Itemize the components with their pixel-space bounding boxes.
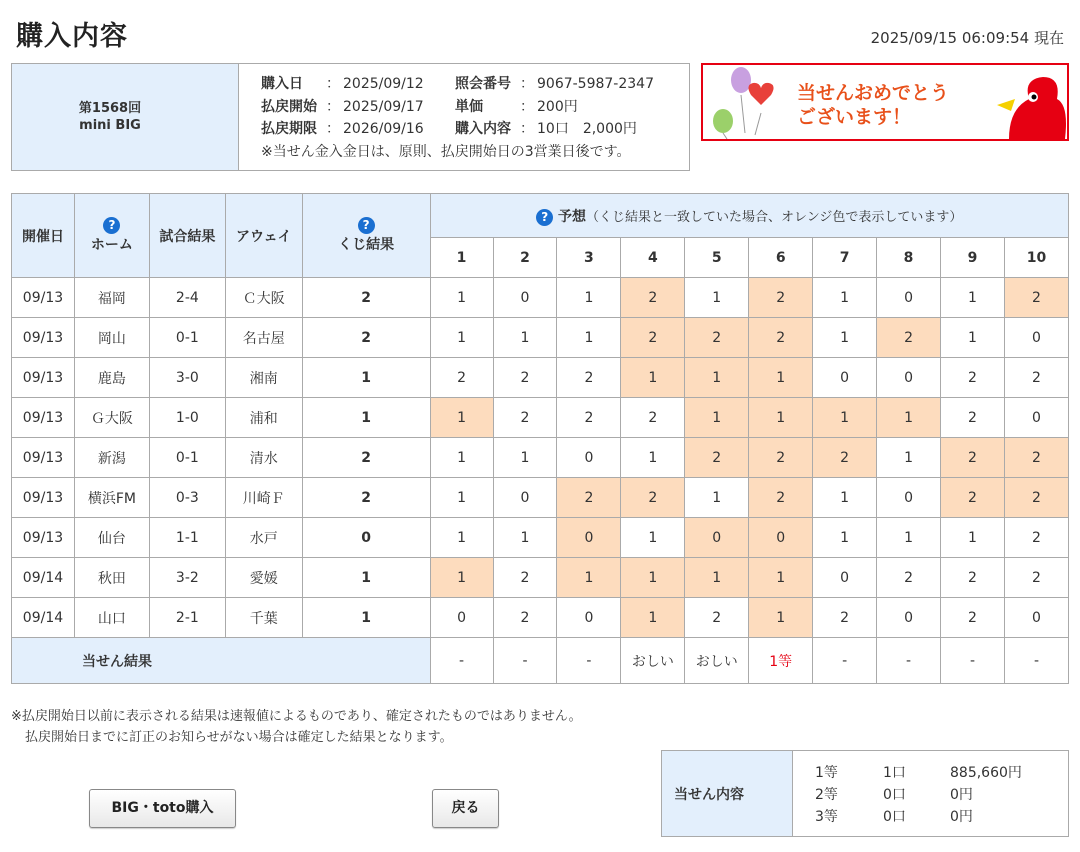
kuji-result: 1 bbox=[302, 398, 430, 438]
winning-result-cell: - bbox=[813, 638, 877, 684]
winning-result-cell: 1等 bbox=[749, 638, 813, 684]
payout-deadline-label: 払戻期限 bbox=[261, 121, 317, 137]
purchase-details bbox=[239, 64, 689, 170]
prediction-cell: 0 bbox=[493, 478, 557, 518]
home-header bbox=[74, 194, 149, 278]
away-team: 湘南 bbox=[225, 358, 302, 398]
home-team: 横浜FM bbox=[74, 478, 149, 518]
prediction-cell: 1 bbox=[877, 398, 941, 438]
prediction-cell: 1 bbox=[493, 318, 557, 358]
away-team: 水戸 bbox=[225, 518, 302, 558]
prediction-cell: 1 bbox=[430, 558, 493, 598]
prediction-col-6: 6 bbox=[749, 238, 813, 278]
winning-result-cell: - bbox=[557, 638, 621, 684]
match-date: 09/13 bbox=[12, 398, 75, 438]
prediction-cell: 2 bbox=[1004, 558, 1068, 598]
deposit-note: ※当せん金入金日は、原則、払戻開始日の3営業日後です。 bbox=[261, 143, 631, 160]
prize-summary bbox=[661, 750, 1069, 837]
page-title: 購入内容 bbox=[16, 21, 128, 52]
prediction-cell: 2 bbox=[941, 438, 1005, 478]
table-row bbox=[12, 278, 1069, 318]
winning-result-cell: - bbox=[941, 638, 1005, 684]
prediction-cell: 1 bbox=[430, 478, 493, 518]
match-score: 2-4 bbox=[149, 278, 225, 318]
prediction-cell: 1 bbox=[557, 278, 621, 318]
prediction-col-4: 4 bbox=[621, 238, 685, 278]
kuji-header bbox=[302, 194, 430, 278]
winning-result-cell: - bbox=[430, 638, 493, 684]
prediction-cell: 1 bbox=[430, 278, 493, 318]
kuji-result: 0 bbox=[302, 518, 430, 558]
purchase-content-label: 購入内容 bbox=[455, 121, 511, 137]
away-team: 愛媛 bbox=[225, 558, 302, 598]
prediction-cell: 0 bbox=[430, 598, 493, 638]
prediction-cell: 1 bbox=[941, 278, 1005, 318]
prediction-cell: 1 bbox=[877, 438, 941, 478]
winning-result-cell: - bbox=[877, 638, 941, 684]
date-header: 開催日 bbox=[12, 194, 75, 278]
prediction-cell: 1 bbox=[813, 278, 877, 318]
winning-result-cell: - bbox=[493, 638, 557, 684]
prize-amount: 0円 bbox=[950, 787, 973, 803]
table-row bbox=[12, 478, 1069, 518]
prize-row bbox=[815, 784, 1068, 806]
prize-rank: 1等 bbox=[815, 765, 838, 781]
match-date: 09/13 bbox=[12, 438, 75, 478]
prediction-cell: 1 bbox=[493, 518, 557, 558]
winning-result-cell: おしい bbox=[621, 638, 685, 684]
colon: ： bbox=[520, 98, 534, 115]
prediction-cell: 0 bbox=[1004, 318, 1068, 358]
prediction-cell: 2 bbox=[1004, 438, 1068, 478]
prediction-cell: 1 bbox=[749, 558, 813, 598]
prediction-cell: 0 bbox=[877, 598, 941, 638]
colon: ： bbox=[326, 121, 340, 137]
prediction-cell: 2 bbox=[557, 358, 621, 398]
prediction-cell: 1 bbox=[813, 478, 877, 518]
match-date: 09/14 bbox=[12, 598, 75, 638]
prediction-cell: 2 bbox=[941, 398, 1005, 438]
table-row bbox=[12, 318, 1069, 358]
prediction-header-note: （くじ結果と一致していた場合、オレンジ色で表示しています） bbox=[586, 209, 963, 225]
prediction-cell: 2 bbox=[685, 318, 749, 358]
prize-rank: 2等 bbox=[815, 787, 838, 803]
prediction-cell: 1 bbox=[941, 318, 1005, 358]
prediction-cell: 1 bbox=[685, 358, 749, 398]
prize-row bbox=[815, 762, 1068, 784]
prediction-cell: 0 bbox=[557, 598, 621, 638]
prediction-cell: 0 bbox=[813, 358, 877, 398]
congrats-text bbox=[797, 81, 949, 129]
prediction-col-10: 10 bbox=[1004, 238, 1068, 278]
prediction-col-1: 1 bbox=[430, 238, 493, 278]
prediction-cell: 2 bbox=[1004, 278, 1068, 318]
prediction-cell: 1 bbox=[430, 398, 493, 438]
home-header-label: ホーム bbox=[90, 237, 133, 253]
colon: ： bbox=[520, 121, 534, 137]
match-score: 0-1 bbox=[149, 438, 225, 478]
prediction-cell: 2 bbox=[749, 478, 813, 518]
timestamp: 2025/09/15 06:09:54 現在 bbox=[870, 29, 1064, 47]
prediction-cell: 2 bbox=[941, 558, 1005, 598]
congrats-line2: ございます！ bbox=[797, 106, 912, 128]
round-info bbox=[12, 64, 239, 170]
prize-count: 0口 bbox=[883, 787, 906, 803]
prediction-cell: 2 bbox=[749, 318, 813, 358]
match-score: 2-1 bbox=[149, 598, 225, 638]
payout-start-value: 2025/09/17 bbox=[343, 98, 424, 115]
prediction-cell: 2 bbox=[1004, 358, 1068, 398]
prediction-cell: 2 bbox=[493, 398, 557, 438]
info-row bbox=[261, 96, 689, 119]
prediction-cell: 0 bbox=[1004, 398, 1068, 438]
match-score: 0-3 bbox=[149, 478, 225, 518]
home-team: 新潟 bbox=[74, 438, 149, 478]
help-icon[interactable]: ? bbox=[536, 209, 553, 226]
ref-number-label: 照会番号 bbox=[455, 76, 511, 92]
prediction-col-3: 3 bbox=[557, 238, 621, 278]
winning-result-cell: - bbox=[1004, 638, 1068, 684]
prediction-cell: 2 bbox=[813, 598, 877, 638]
kuji-result: 2 bbox=[302, 478, 430, 518]
table-row bbox=[12, 598, 1069, 638]
prediction-cell: 2 bbox=[685, 438, 749, 478]
prediction-cell: 1 bbox=[749, 358, 813, 398]
prediction-cell: 0 bbox=[813, 558, 877, 598]
home-team: 山口 bbox=[74, 598, 149, 638]
footnote-line2: 払戻開始日までに訂正のお知らせがない場合は確定した結果となります。 bbox=[25, 730, 453, 745]
prediction-cell: 2 bbox=[557, 398, 621, 438]
match-date: 09/13 bbox=[12, 518, 75, 558]
prediction-cell: 0 bbox=[557, 438, 621, 478]
prediction-cell: 2 bbox=[621, 398, 685, 438]
prediction-cell: 0 bbox=[1004, 598, 1068, 638]
table-row bbox=[12, 438, 1069, 478]
table-row bbox=[12, 358, 1069, 398]
prediction-cell: 1 bbox=[621, 438, 685, 478]
prediction-cell: 1 bbox=[941, 518, 1005, 558]
prediction-cell: 0 bbox=[749, 518, 813, 558]
kuji-result: 2 bbox=[302, 318, 430, 358]
home-team: 岡山 bbox=[74, 318, 149, 358]
kuji-header-label: くじ結果 bbox=[338, 237, 395, 253]
match-score: 1-1 bbox=[149, 518, 225, 558]
match-score: 3-2 bbox=[149, 558, 225, 598]
prediction-cell: 2 bbox=[1004, 478, 1068, 518]
prediction-cell: 2 bbox=[749, 438, 813, 478]
prize-count: 1口 bbox=[883, 765, 906, 781]
prediction-cell: 1 bbox=[685, 278, 749, 318]
home-team: 秋田 bbox=[74, 558, 149, 598]
prediction-cell: 1 bbox=[621, 518, 685, 558]
prediction-cell: 1 bbox=[685, 558, 749, 598]
prediction-col-8: 8 bbox=[877, 238, 941, 278]
kuji-result: 1 bbox=[302, 598, 430, 638]
prize-amount: 885,660円 bbox=[950, 765, 1022, 781]
match-date: 09/13 bbox=[12, 478, 75, 518]
back-button[interactable]: 戻る bbox=[432, 789, 499, 828]
prediction-cell: 2 bbox=[430, 358, 493, 398]
prediction-cell: 1 bbox=[621, 598, 685, 638]
prediction-cell: 1 bbox=[557, 558, 621, 598]
kuji-result: 1 bbox=[302, 558, 430, 598]
match-date: 09/13 bbox=[12, 278, 75, 318]
prediction-cell: 2 bbox=[1004, 518, 1068, 558]
prediction-col-2: 2 bbox=[493, 238, 557, 278]
buy-big-toto-button[interactable]: BIG・toto購入 bbox=[89, 789, 236, 828]
match-score: 0-1 bbox=[149, 318, 225, 358]
prediction-cell: 0 bbox=[877, 478, 941, 518]
info-row bbox=[261, 73, 689, 96]
purchase-date-label: 購入日 bbox=[261, 76, 303, 92]
unit-price-value: 200円 bbox=[537, 98, 578, 115]
away-team: 浦和 bbox=[225, 398, 302, 438]
payout-deadline-value: 2026/09/16 bbox=[343, 121, 424, 137]
prediction-cell: 1 bbox=[430, 318, 493, 358]
congrats-line1: 当せんおめでとう bbox=[797, 82, 950, 104]
mascot-bird-icon bbox=[987, 65, 1067, 139]
unit-price-label: 単価 bbox=[455, 98, 483, 115]
away-team: 清水 bbox=[225, 438, 302, 478]
prediction-cell: 1 bbox=[685, 478, 749, 518]
winning-result-label: 当せん結果 bbox=[12, 638, 431, 684]
kuji-result: 2 bbox=[302, 438, 430, 478]
home-team: 鹿島 bbox=[74, 358, 149, 398]
match-date: 09/13 bbox=[12, 358, 75, 398]
purchase-date-value: 2025/09/12 bbox=[343, 76, 424, 92]
prediction-cell: 2 bbox=[621, 318, 685, 358]
prize-label: 当せん内容 bbox=[662, 751, 793, 836]
prediction-cell: 2 bbox=[557, 478, 621, 518]
prediction-cell: 2 bbox=[877, 558, 941, 598]
prediction-col-7: 7 bbox=[813, 238, 877, 278]
prediction-cell: 0 bbox=[877, 278, 941, 318]
prediction-cell: 2 bbox=[493, 558, 557, 598]
colon: ： bbox=[326, 76, 340, 92]
winning-result-cell: おしい bbox=[685, 638, 749, 684]
prediction-cell: 1 bbox=[877, 518, 941, 558]
away-header: アウェイ bbox=[225, 194, 302, 278]
prediction-cell: 1 bbox=[430, 438, 493, 478]
prediction-cell: 1 bbox=[557, 318, 621, 358]
prediction-cell: 1 bbox=[749, 598, 813, 638]
kuji-result: 1 bbox=[302, 358, 430, 398]
prediction-cell: 2 bbox=[813, 438, 877, 478]
prediction-cell: 2 bbox=[493, 358, 557, 398]
prediction-cell: 1 bbox=[430, 518, 493, 558]
away-team: 千葉 bbox=[225, 598, 302, 638]
prediction-cell: 2 bbox=[749, 278, 813, 318]
away-team: Ｃ大阪 bbox=[225, 278, 302, 318]
winning-result-row bbox=[12, 638, 1069, 684]
purchase-info-panel bbox=[11, 63, 690, 171]
prediction-header-label: 予想 bbox=[558, 208, 587, 225]
prediction-cell: 2 bbox=[621, 278, 685, 318]
header-row bbox=[12, 194, 1069, 238]
prediction-header bbox=[430, 194, 1068, 238]
payout-start-label: 払戻開始 bbox=[261, 98, 317, 115]
prize-count: 0口 bbox=[883, 809, 906, 825]
ref-number-value: 9067-5987-2347 bbox=[537, 76, 654, 92]
prediction-cell: 0 bbox=[557, 518, 621, 558]
purchase-content-value: 10口 2,000円 bbox=[537, 121, 637, 137]
prediction-col-5: 5 bbox=[685, 238, 749, 278]
table-row bbox=[12, 398, 1069, 438]
away-team: 名古屋 bbox=[225, 318, 302, 358]
match-score: 1-0 bbox=[149, 398, 225, 438]
congrats-banner bbox=[701, 63, 1069, 141]
prediction-cell: 2 bbox=[877, 318, 941, 358]
home-team: 福岡 bbox=[74, 278, 149, 318]
colon: ： bbox=[326, 98, 340, 115]
prediction-cell: 2 bbox=[941, 478, 1005, 518]
game-name: mini BIG bbox=[79, 118, 141, 133]
prediction-cell: 0 bbox=[685, 518, 749, 558]
score-header: 試合結果 bbox=[149, 194, 225, 278]
prediction-cell: 1 bbox=[813, 518, 877, 558]
prize-row bbox=[815, 806, 1068, 828]
prediction-cell: 1 bbox=[813, 398, 877, 438]
info-row bbox=[261, 118, 689, 141]
away-team: 川崎Ｆ bbox=[225, 478, 302, 518]
prediction-cell: 0 bbox=[877, 358, 941, 398]
help-icon[interactable]: ? bbox=[358, 217, 375, 234]
kuji-result: 2 bbox=[302, 278, 430, 318]
match-table bbox=[11, 193, 1069, 684]
prize-rank: 3等 bbox=[815, 809, 838, 825]
prediction-cell: 1 bbox=[621, 558, 685, 598]
help-icon[interactable]: ? bbox=[103, 217, 120, 234]
prediction-cell: 1 bbox=[749, 398, 813, 438]
home-team: Ｇ大阪 bbox=[74, 398, 149, 438]
table-row bbox=[12, 518, 1069, 558]
prediction-cell: 2 bbox=[493, 598, 557, 638]
prediction-col-9: 9 bbox=[941, 238, 1005, 278]
prediction-cell: 0 bbox=[493, 278, 557, 318]
colon: ： bbox=[520, 76, 534, 92]
prize-amount: 0円 bbox=[950, 809, 973, 825]
footnote bbox=[11, 706, 582, 748]
prize-rows bbox=[793, 751, 1068, 836]
prediction-cell: 1 bbox=[685, 398, 749, 438]
prediction-cell: 1 bbox=[493, 438, 557, 478]
prediction-cell: 2 bbox=[941, 598, 1005, 638]
prediction-cell: 1 bbox=[813, 318, 877, 358]
round-number: 第1568回 bbox=[78, 101, 142, 116]
prediction-cell: 2 bbox=[685, 598, 749, 638]
match-date: 09/13 bbox=[12, 318, 75, 358]
home-team: 仙台 bbox=[74, 518, 149, 558]
match-score: 3-0 bbox=[149, 358, 225, 398]
footnote-line1: ※払戻開始日以前に表示される結果は速報値によるものであり、確定されたものではありません。 bbox=[11, 709, 582, 724]
prediction-cell: 2 bbox=[621, 478, 685, 518]
match-date: 09/14 bbox=[12, 558, 75, 598]
table-row bbox=[12, 558, 1069, 598]
prediction-cell: 2 bbox=[941, 358, 1005, 398]
prediction-cell: 1 bbox=[621, 358, 685, 398]
